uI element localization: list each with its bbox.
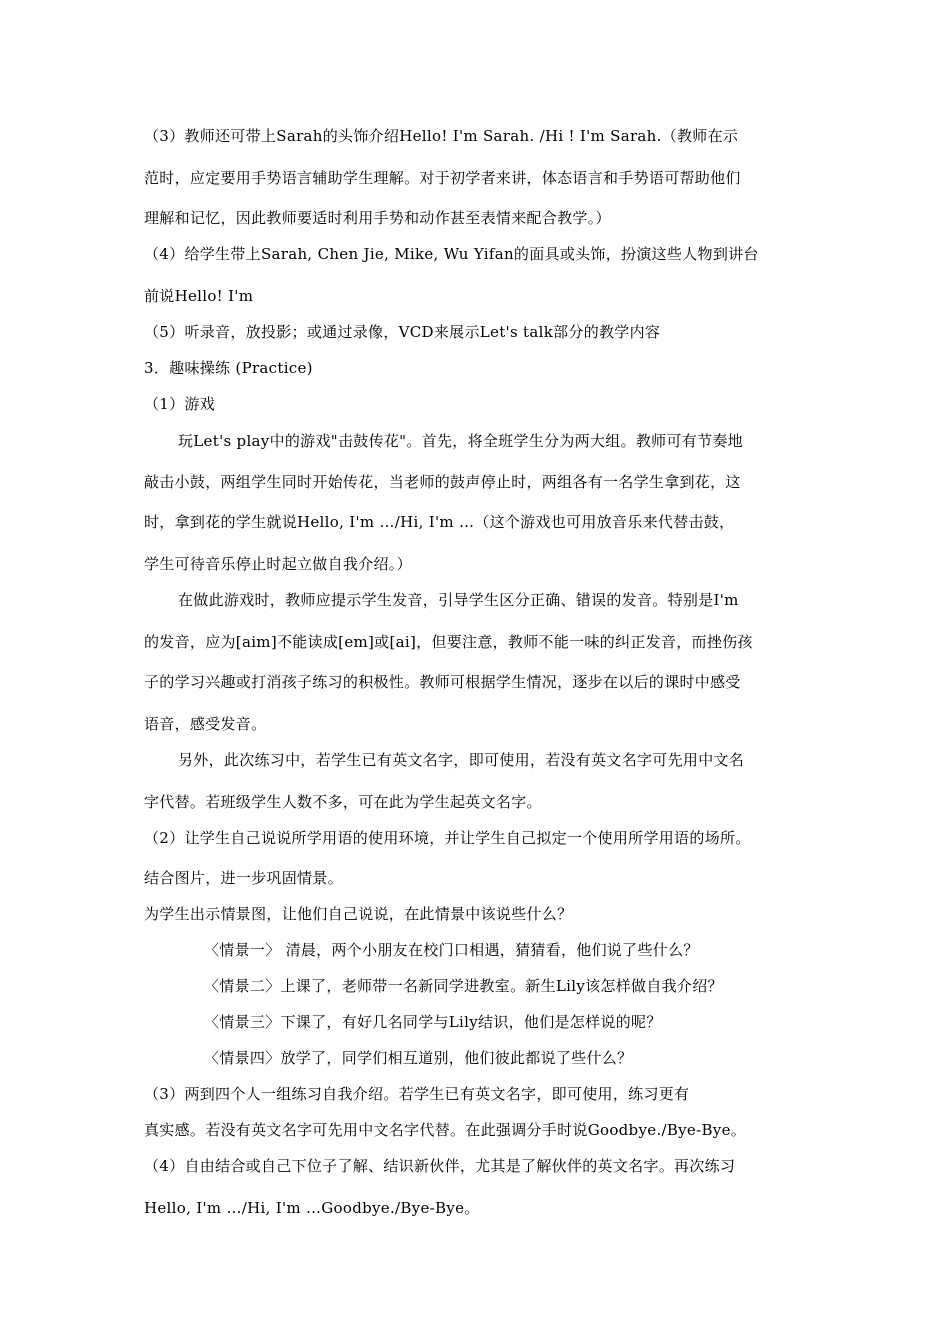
text-line: 子的学习兴趣或打消孩子练习的积极性。教师可根据学生情况，逐步在以后的课时中感受 <box>144 673 741 691</box>
section-heading: 3．趣味操练 (Practice) <box>144 359 313 377</box>
text-line: 理解和记忆，因此教师要适时利用手势和动作甚至表情来配合教学。） <box>144 209 611 227</box>
text-line: （5）听录音，放投影；或通过录像，VCD来展示Let's talk部分的教学内容 <box>144 323 661 341</box>
text-line: 为学生出示情景图，让他们自己说说，在此情景中该说些什么？ <box>144 905 573 923</box>
text-line: （4）给学生带上Sarah, Chen Jie, Mike, Wu Yifan的面具或头饰，扮演这些人物到讲台 <box>144 245 759 263</box>
text-line: 敲击小鼓，两组学生同时开始传花，当老师的鼓声停止时，两组各有一名学生拿到花，这 <box>144 473 741 491</box>
text-line: 玩Let's play中的游戏"击鼓传花"。首先，将全班学生分为两大组。教师可有节奏地 <box>178 432 743 450</box>
scenario-line: 〈情景二〉上课了，老师带一名新同学进教室。新生Lily该怎样做自我介绍？ <box>204 977 723 995</box>
scenario-line: 〈情景三〉下课了，有好几名同学与Lily结识，他们是怎样说的呢？ <box>204 1013 662 1031</box>
text-line: （3）教师还可带上Sarah的头饰介绍Hello! I'm Sarah. /Hi ! I'm Sarah.（教师在示 <box>144 127 739 145</box>
text-line: 时，拿到花的学生就说Hello, I'm …/Hi, I'm …（这个游戏也可用放音乐来代替击鼓， <box>144 513 735 531</box>
text-line: 范时，应定要用手势语言辅助学生理解。对于初学者来讲，体态语言和手势语可帮助他们 <box>144 169 741 187</box>
scenario-line: 〈情景四〉放学了，同学们相互道别，他们彼此都说了些什么？ <box>204 1049 633 1067</box>
text-line: 结合图片，进一步巩固情景。 <box>144 869 343 887</box>
text-line: Hello, I'm …/Hi, I'm …Goodbye./Bye-Bye。 <box>144 1199 480 1217</box>
text-line: 在做此游戏时，教师应提示学生发音，引导学生区分正确、错误的发音。特别是I'm <box>178 591 739 609</box>
text-line: 真实感。若没有英文名字可先用中文名字代替。在此强调分手时说Goodbye./Bye-Bye。 <box>144 1121 747 1139</box>
text-line: （4）自由结合或自己下位子了解、结识新伙伴，尤其是了解伙伴的英文名字。再次练习 <box>144 1157 736 1175</box>
text-line: 学生可待音乐停止时起立做自我介绍。） <box>144 555 412 573</box>
text-line: （3）两到四个人一组练习自我介绍。若学生已有英文名字，即可使用，练习更有 <box>144 1085 690 1103</box>
text-line: 字代替。若班级学生人数不多，可在此为学生起英文名字。 <box>144 793 542 811</box>
scenario-line: 〈情景一〉 清晨，两个小朋友在校门口相遇，猜猜看，他们说了些什么？ <box>204 941 699 959</box>
subsection-heading: （1）游戏 <box>144 395 216 413</box>
text-line: 前说Hello! I'm <box>144 287 254 305</box>
text-line: 语音，感受发音。 <box>144 715 267 733</box>
text-line: 的发音，应为[aim]不能读成[em]或[ai]，但要注意，教师不能一味的纠正发音，而挫伤孩 <box>144 633 753 651</box>
text-line: 另外，此次练习中，若学生已有英文名字，即可使用，若没有英文名字可先用中文名 <box>178 751 745 769</box>
text-line: （2）让学生自己说说所学用语的使用环境，并让学生自己拟定一个使用所学用语的场所。 <box>144 829 751 847</box>
